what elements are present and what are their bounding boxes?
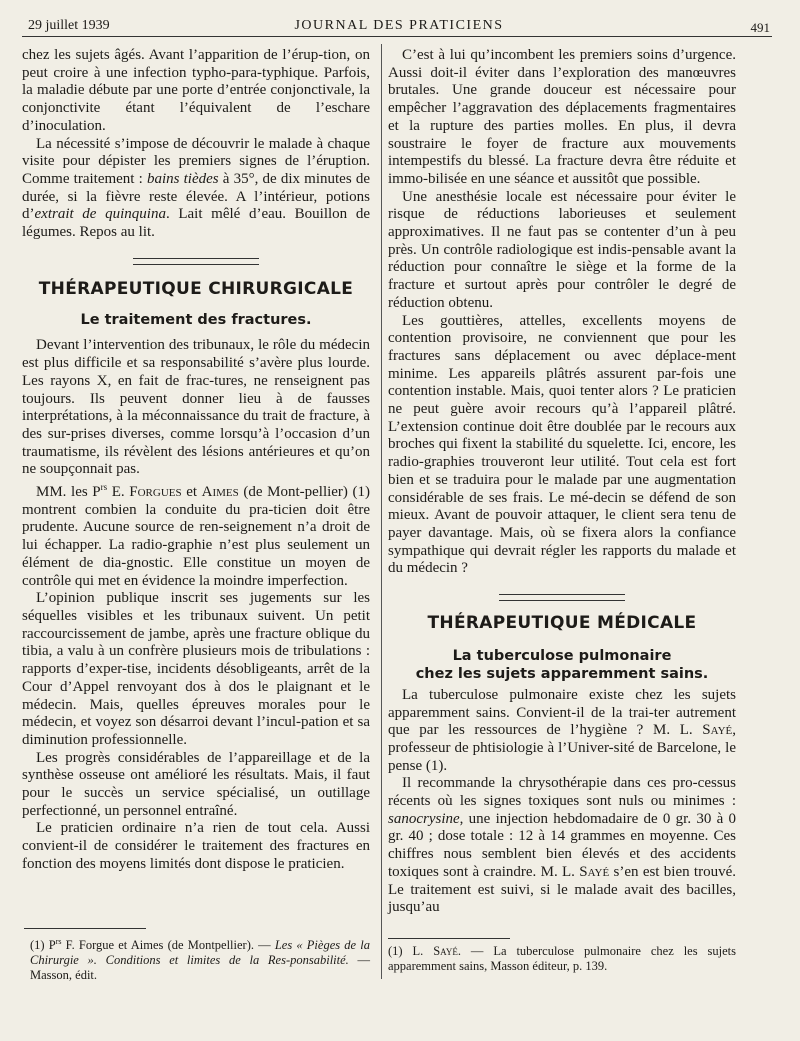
- paragraph: MM. les $P^{rs}$ E. Forgues et Aimes (de Mont-pellier) (1) montrent combien la conduite du pra-ticien doit être prudente. Aucune source de ren-seignement n’a droit de lui échapper. La radio-graphie n’est plus seulement un élément de dia-gnostic. Elle constitue un moyen de contrôle qui met en évidence la moindre imperfection.: [22, 482, 371, 589]
- paragraph: Les gouttières, attelles, excellents moyens de contention provisoire, ne conviennent que pour les fractures sans déplacement ou avec déplace-ment minime. Les appareils plâtrés assurent par-fois une contention instable. Mais, quoi tenter alors ? Le praticien ne peut guère avoir recours qu’à l’appareil plâtré. L’extension continue doit être doublée par le recours aux broches qui fixent la stabilité du squelette. Ici, encore, les radio-graphies trouveront leur utilité. Tout cela est fort bien et se traduira pour le malade par une augmentation considérable de ses frais. Le mé-decin se défend de son mieux. Avant de pouvoir attaquer, le client sera tenu de payer davantage. Mais, où se fixera alors la confiance sympathique qui devrait régler les rapports du malade et du médecin ?: [388, 312, 736, 577]
- paragraph: Le praticien ordinaire n’a rien de tout cela. Aussi convient-il de considérer le traitement des fractures en fonction des moyens limités dont dispose le praticien.: [22, 820, 370, 872]
- footnote-rule: [388, 938, 510, 939]
- paragraph: La nécessité s’impose de découvrir le malade à chaque visite pour dépister les premiers signes de l’éruption. Comme traitement : bains tièdes à 35°, de dix minutes de durée, si la fièvre reste élevée. A l’intérieur, potions d’extrait de quinquina. Lait mêlé d’eau. Bouillon de légumes. Repos au lit.: [22, 135, 370, 241]
- footnote: (1) $P^{rs}$ F. Forgue et Aimes (de Montpellier). — Les « Pièges de la Chirurgie ». Conditions et limites de la Res-ponsabilité. — Masson, édit.: [30, 937, 371, 983]
- section-title: THÉRAPEUTIQUE CHIRURGICALE: [38, 278, 354, 299]
- paragraph: Il recommande la chrysothérapie dans ces pro-cessus récents où les signes toxiques sont nuls ou minimes : sanocrysine, une injection hebdomadaire de 0 gr. 30 à 0 gr. 40 ; dose totale : 12 à 14 grammes en moyenne. Ces chiffres nous semblent bien élevés et des accidents toxiques sont à craindre. M. L. Sayé s’en est bien trouvé. Le traitement est suivi, si le malade avait des bacilles, jusqu’au: [388, 775, 736, 916]
- paragraph: Les progrès considérables de l’appareillage et de la synthèse osseuse ont amélioré les résultats. Mais, il faut pour le succès un service spécialisé, un outillage perfectionné, un personnel entraîné.: [22, 749, 370, 819]
- paragraph: C’est à lui qu’incombent les premiers soins d’urgence. Aussi doit-il éviter dans l’exploration des manœuvres brutales. Une grande douceur est nécessaire pour empêcher l’aggravation des déplacements fragmentaires et la rupture des parties molles. En plus, il devra soustraire le foyer de fracture aux mouvements intempestifs du blessé. La fracture devra être réduite et immo-bilisée en une séance et aussitôt que possible.: [388, 47, 736, 187]
- article-title: La tuberculose pulmonaire: [452, 647, 672, 664]
- column-divider: [381, 44, 382, 979]
- paragraph: chez les sujets âgés. Avant l’apparition de l’érup-tion, on peut croire à une infection typho-para-typhique. Parfois, la maladie débute par une porte d’entrée conjonctivale, la conjonctivite étant l’équivalent de l’eschare d’inoculation.: [22, 47, 370, 134]
- article-title: Le traitement des fractures.: [80, 312, 312, 329]
- section-title: THÉRAPEUTIQUE MÉDICALE: [427, 613, 697, 634]
- page-number: 491: [750, 20, 770, 35]
- section-separator: [499, 594, 625, 601]
- left-column: [22, 47, 370, 874]
- journal-title: JOURNAL DES PRATICIENS: [294, 18, 504, 33]
- article-title: chez les sujets apparemment sains.: [415, 665, 709, 682]
- running-header: [28, 14, 770, 36]
- header-rule: [22, 36, 772, 37]
- paragraph: Devant l’intervention des tribunaux, le rôle du médecin est plus difficile et sa responsabilité s’avère plus lourde. Les rayons X, en fait de frac-tures, ne renseignent pas toujours. Ils peuvent donner lieu à de fausses interprétations, à la méconnaissance du trait de fracture, à des sur-prises diverses, comme lorsqu’à l’occasion d’un traumatisme, ils révèlent des lésions antérieures et qu’on ne soupçonnait pas.: [22, 337, 370, 478]
- paragraph: La tuberculose pulmonaire existe chez les sujets apparemment sains. Convient-il de la trai-ter autrement que par les ressources de l’hygiène ? M. L. Sayé, professeur de phtisiologie à l’Univer-sité de Barcelone, le pense (1).: [388, 686, 736, 774]
- footnote-rule: [24, 928, 146, 929]
- section-separator: [133, 258, 259, 265]
- paragraph: L’opinion publique inscrit ses jugements sur les séquelles visibles et les tribunaux suivent. Un petit raccourcissement de jambe, après une fracture oblique du tibia, a valu à un confrère plusieurs mois de tribulations : rapports d’exper-tise, incidents désobligeants, arrêt de la Cour d’Appel renvoyant dos à dos le plaignant et le médecin. Mais, quelles épreuves morales pour le médecin, et voyez son désarroi devant l’incul-pation et sa diminution professionnelle.: [22, 590, 370, 748]
- footnote: (1) L. Sayé. — La tuberculose pulmonaire chez les sujets apparemment sains, Masson éditeur, p. 139.: [388, 944, 737, 973]
- issue-date: 29 juillet 1939: [28, 18, 110, 33]
- paragraph: Une anesthésie locale est nécessaire pour éviter le risque de réductions laborieuses et seulement approximatives. Il ne faut pas se contenter d’un à peu près. Un contrôle radiologique est indis-pensable avant la réduction pour connaître le siège et la forme de la fracture et surtout après pour contrôler le degré de réduction obtenu.: [388, 188, 736, 311]
- right-column: [388, 47, 736, 917]
